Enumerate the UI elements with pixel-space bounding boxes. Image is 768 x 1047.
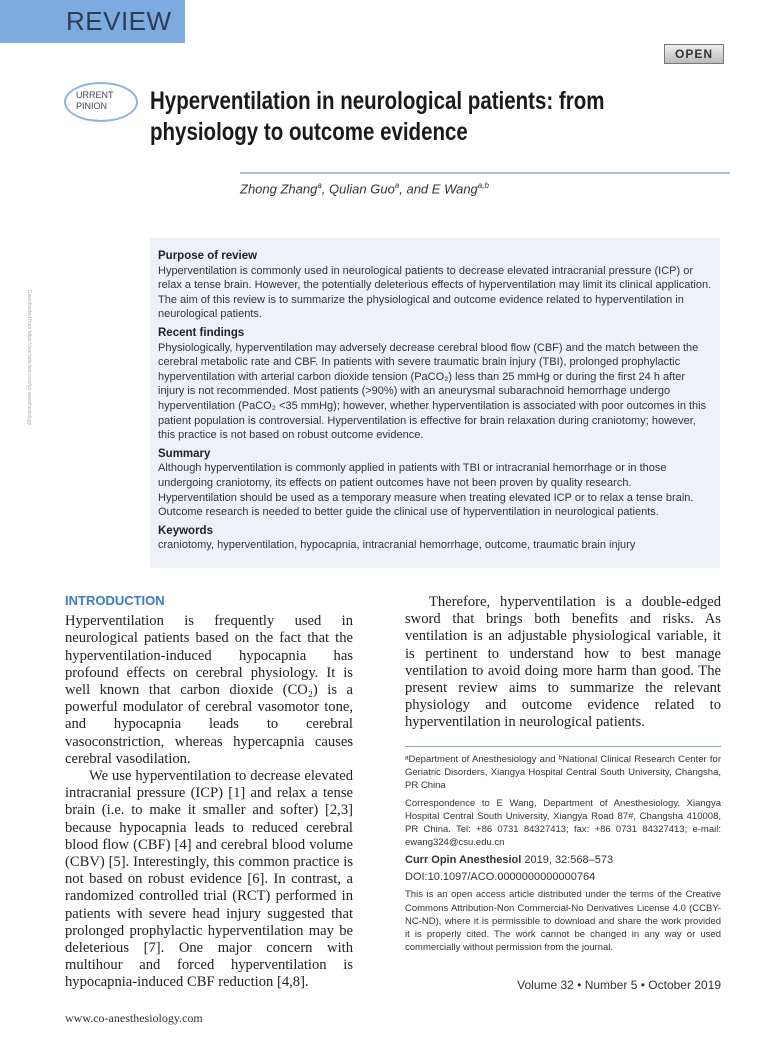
citation-details: 2019, 32:568–573 bbox=[521, 853, 614, 866]
author: Zhong Zhang bbox=[240, 181, 318, 197]
download-note: Downloaded from https://journals.lww.com/co-anesthesiology bbox=[26, 290, 32, 426]
right-column bbox=[405, 592, 721, 1027]
author-list: Zhong Zhang$^a$, Qulian Guo$^a$, and E Wang$^{a,b}$ bbox=[240, 181, 489, 197]
author-affiliation: a,b bbox=[477, 181, 489, 190]
affiliation-text: ᵃDepartment of Anesthesiology and ᵇNational Clinical Research Center for Geriatric Disorders, Xiangya Hospital Central South University, Changsha, PR China bbox=[405, 753, 721, 792]
author-affiliation: a bbox=[394, 181, 400, 190]
author: E Wang bbox=[431, 181, 478, 197]
citation bbox=[405, 854, 721, 867]
body-paragraph: Hyperventilation is frequently used in neurological patients based on the fact that the hyperventilation-induced hypocapnia has profound effects on cerebral physiology. It is well known that carbon dioxide (CO₂) is a powerful modulator of cerebral vasomotor tone, and hypocapnia leads to cerebral vasoconstriction, whereas hypercapnia causes cerebral vasodilation. bbox=[65, 613, 353, 767]
article-content bbox=[0, 238, 768, 1047]
introduction-heading: INTRODUCTION bbox=[65, 593, 165, 608]
author-affiliation: a bbox=[317, 181, 322, 190]
correspondence-text: Correspondence to E Wang, Department of Anesthesiology, Xiangya Hospital Central South University, Xiangya Road 87#, Changsha 410008, PR China. Tel: +86 0731 84327413; fax: +86 0731 84327413; e-mail: ewang324@csu.edu.cn bbox=[405, 797, 721, 849]
keywords-text: craniotomy, hyperventilation, hypocapnia, intracranial hemorrhage, outcome, traumatic brain injury bbox=[158, 539, 636, 552]
summary-heading: Summary bbox=[158, 447, 211, 460]
author: Qulian Guo bbox=[329, 181, 395, 197]
license-text: This is an open access article distributed under the terms of the Creative Commons Attribution-Non Commercial-No Derivatives License 4.0 (CCBY-NC-ND), where it is permissible to download and share the work provided it is properly cited. The work cannot be changed in any way or used commercially without permission from the journal. bbox=[405, 889, 721, 954]
body-paragraph: We use hyperventilation to decrease elevated intracranial pressure (ICP) [1] and relax a tense brain (i.e. to make it smaller and softer) [2,3] because hypocapnia leads to reduced cerebral blood flow (CBF) [4] and cerebral blood volume (CBV) [5]. Interestingly, this common practice is not based on robust evidence [6]. In contrast, a randomized controlled trial (RCT) performed in patients with severe head injury suggested that prolonged prophylactic hyperventilation may be deleterious [7]. One major concern with multihour and forced hyperventilation is hypocapnia-induced CBF reduction [4,8]. bbox=[65, 768, 353, 991]
findings-heading: Recent findings bbox=[158, 326, 245, 339]
journal-url[interactable]: www.co-anesthesiology.com bbox=[65, 1010, 203, 1025]
issue-info: Volume 32 • Number 5 • October 2019 bbox=[517, 977, 721, 992]
purpose-text: Hyperventilation is commonly used in neurological patients to decrease elevated intracranial pressure (ICP) or relax a tense brain. However, the potentially deleterious effects of hyperventilation may limit its clinical application. The aim of this review is to summarize the physiological and outcome evidence related to hyperventilation in neurological patients. bbox=[158, 264, 712, 321]
left-column bbox=[65, 592, 353, 1027]
keywords-heading: Keywords bbox=[158, 524, 213, 537]
current-opinion-logo: URRENT PINION bbox=[64, 82, 138, 122]
journal-name: Curr Opin Anesthesiol bbox=[405, 853, 522, 866]
doi[interactable]: DOI:10.1097/ACO.0000000000000764 bbox=[405, 871, 596, 883]
body-columns bbox=[0, 592, 768, 1047]
open-access-badge: OPEN bbox=[664, 44, 724, 64]
article-title: Hyperventilation in neurological patients: from physiology to outcome evidence bbox=[150, 87, 605, 146]
summary-text: Although hyperventilation is commonly applied in patients with TBI or intracranial hemorrhage or in those undergoing craniotomy, its effects on patient outcomes have not been proven by quality research. Hyperventilation should be used as a temporary measure when treating elevated ICP or to relax a tense brain. Outcome research is needed to better guide the clinical use of hyperventilation in neurological patients. bbox=[158, 462, 694, 519]
purpose-heading: Purpose of review bbox=[158, 250, 258, 262]
title-divider bbox=[240, 172, 730, 174]
findings-text: Physiologically, hyperventilation may adversely decrease cerebral blood flow (CBF) and the match between the cerebral metabolic rate and CBF. In patients with severe traumatic brain injury (TBI), prolonged prophylactic hyperventilation with arterial carbon dioxide tension (PaCO₂) less than 25 mmHg or during the first 24 h after injury is not recommended. Most patients (>90%) with an aneurysmal subarachnoid hemorrhage undergo hyperventilation (PaCO₂ <35 mmHg); however, whether hyperventilation is associated with poor outcomes in this patient population is controversial. Hyperventilation is effective for brain relaxation during craniotomy; however, this practice is not based on robust outcome evidence. bbox=[158, 341, 707, 442]
affiliations-block bbox=[405, 746, 721, 955]
body-paragraph: Therefore, hyperventilation is a double-edged sword that brings both benefits and risks. As ventilation is an adjustable physiological variable, it is pertinent to understand how to best manage ventilation to avoid doing more harm than good. The present review aims to summarize the relevant physiology and outcome evidence related to hyperventilation in neurological patients. bbox=[405, 594, 721, 731]
section-label: REVIEW bbox=[0, 0, 185, 43]
abstract-box bbox=[150, 238, 720, 568]
